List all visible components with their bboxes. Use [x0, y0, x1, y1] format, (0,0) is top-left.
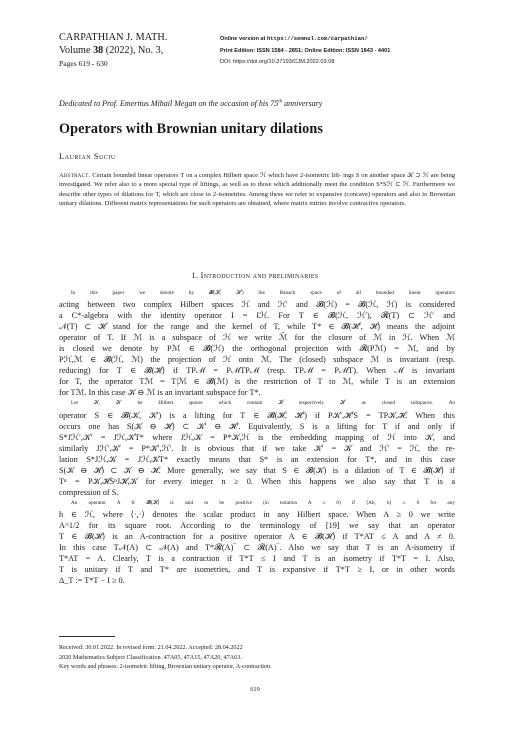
body-line: Let 𝒦, 𝒦′ be Hilbert spaces which contain ℋ respectively ℋ′ as closed subspaces. An: [71, 400, 455, 407]
doi-link[interactable]: DOI: https://doi.org/10.37193/CJM.2022.03.08: [220, 59, 335, 65]
body-line: occurs one has S(𝒦 ⊖ ℋ) ⊂ 𝒦′ ⊖ ℋ′. Equivalently, S is a lifting for T if and only if: [59, 421, 455, 431]
abstract-heading: Abstract.: [59, 172, 91, 179]
author-name: Laurian Suciu: [59, 151, 116, 161]
body-line: Tⁿ = P𝒦,ℋSⁿJℋ,𝒦 for every integer n ≥ 0. When this happens we also say that T is a: [59, 476, 455, 486]
publication-info: [220, 33, 460, 69]
page-range: Pages 619 - 630: [59, 59, 108, 68]
body-line: In this case T𝒩(A) ⊂ 𝒩(A) and T*𝓡(A)‾ ⊂ 𝓡(A)‾. Also we say that T is an A-isometry if: [59, 543, 455, 553]
footnote-rule: [59, 636, 115, 637]
body-line: a C*-algebra with the identity operator I = Iℋ. For T ∈ 𝓑(ℋ, ℋ′), 𝓡(T) ⊂ ℋ′ and: [59, 311, 455, 321]
footnote-received: Received: 30.01.2022. In revised form: 21.04.2022. Accepted: 28.04.2022: [59, 644, 243, 651]
body-line: lation S*Jℋ,𝒦 = Jℋ,𝒦T* exactly means that S* is an extension for T*, and in this case: [59, 454, 455, 464]
body-line: acting between two complex Hilbert spaces ℋ and ℋ′ and 𝓑(ℋ) = 𝓑(ℋ, ℋ) is considered: [59, 300, 455, 310]
body-line: compression of S.: [59, 487, 119, 497]
body-line: S*Jℋ′,𝒦′ = Jℋ,𝒦T* where Jℋ,𝒦 = P*𝒦,ℋ is the embedding mapping of ℋ into 𝒦, and: [59, 432, 455, 442]
online-url[interactable]: https://semnul.com/carpathian/: [266, 35, 368, 42]
body-line: operator S ∈ 𝓑(𝒦, 𝒦′) is a lifting for T ∈ 𝓑(ℋ, ℋ′) if P𝒦′,ℋ′S = TP𝒦,ℋ. When this: [59, 410, 455, 420]
body-line: A^1/2 for its square root. According to the terminology of [19] we say that an operator: [59, 520, 455, 530]
body-text: [59, 288, 455, 586]
section-heading: 1. Introduction and preliminaries: [191, 271, 319, 280]
body-line: for Tℳ. In this case 𝒦 ⊖ ℳ is an invariant subspace for T*.: [59, 388, 261, 398]
body-line: reducing) for T ∈ 𝓑(ℋ) if TPℳ = PℳTPℳ (resp. TPℳ = PℳT). When ℳ is invariant: [59, 366, 455, 376]
print-edition: Print Edition: ISSN 1584 - 2851; Online Edition: ISSN 1843 - 4401: [220, 47, 391, 54]
journal-header: [59, 31, 219, 69]
body-line: operator of T. If ℳ is a subspace of ℋ we write ℳ̄ for the closure of ℳ in ℋ. When ℳ: [59, 333, 455, 343]
body-line: similarly Jℋ′,𝒦′ = P*𝒦′,ℋ′. It is obvious that if we take 𝒦′ = 𝒦 and ℋ′ = ℋ, the re-: [59, 443, 455, 453]
body-line: In this paper we denote by 𝓑(ℋ, ℋ′) the Banach space of all bounded linear operators: [71, 290, 455, 296]
abstract: Abstract. Certain bounded linear operators T on a complex Hilbert space ℋ which have 2-isometric lift- ings S on another space 𝒦 ⊃ ℋ are being investigated. We refer also to a more special type of liftings, as well as to those which additionally meet the condition S*Sℋ ⊂ ℋ. Furthermore we describe other types of dilations for T, which are close to 2-isometries. Among these we refer to expansive (concave) operators and also to Brownian unitary dilations. Different matrix representations for such operators are obtained, where matrix entries involve contractive operators.: [59, 172, 456, 207]
body-line: T*AT = A. Clearly, T is a contraction if T*T ≤ I and T is an isometry if T*T = I. Also,: [59, 554, 455, 564]
footnote-msc: 2020 Mathematics Subject Classification. 47A05, 47A15, 47A20, 47A63.: [59, 653, 242, 661]
footnote-keywords: Key words and phrases. 2-isometric lifting, Brownian unitary operator, A-contraction.: [59, 663, 272, 671]
body-line: T ∈ 𝓑(ℋ) is an A-contraction for a positive operator A ∈ 𝓑(ℋ) if T*AT ≤ A and A ≠ 0.: [59, 532, 455, 542]
online-version: Online version at https://semnul.com/carpathian/: [220, 35, 368, 42]
footnotes: [59, 643, 455, 672]
paper-title: Operators with Brownian unitary dilations: [59, 121, 323, 137]
volume-info: Volume 38 (2022), No. 3,: [59, 45, 164, 56]
body-line: An operator A ∈ 𝓑(ℋ) is said to be positive (in notation A ≥ 0) if ⟨Ah, h⟩ ≥ 0 for any: [71, 499, 455, 506]
body-line: 𝒩(T) ⊂ ℋ stand for the range and the kernel of T, while T* ∈ 𝓑(ℋ′, ℋ) means the adjoint: [59, 322, 455, 332]
body-line: h ∈ ℋ, where ⟨·,·⟩ denotes the scalar product in any Hilbert space. When A ≥ 0 we write: [59, 509, 455, 519]
journal-name: CARPATHIAN J. MATH.: [59, 32, 168, 43]
body-line: for T, the operator Tℳ = T|ℳ ∈ 𝓑(ℳ) is the restriction of T to ℳ, while T is an extension: [59, 377, 455, 387]
body-line: S(𝒦 ⊖ ℋ) ⊂ 𝒦 ⊖ ℋ. More generally, we say that S ∈ 𝓑(𝒦) is a dilation of T ∈ 𝓑(ℋ) if: [59, 465, 455, 475]
dedication: Dedicated to Prof. Emeritus Mihail Megan on the occasion of his 75th anniversary: [59, 99, 323, 108]
body-line: T is unitary if T and T* are isometries, and T is expansive if T*T ≥ I, or in other words: [59, 565, 455, 575]
page-number: 619: [250, 686, 260, 693]
body-line: Pℋ,ℳ ∈ 𝓑(ℋ, ℳ) the projection of ℋ onto ℳ. The (closed) subspace ℳ is invariant (resp.: [59, 355, 455, 365]
body-line: Δ_T := T*T − I ≥ 0.: [59, 576, 125, 586]
body-line: is closed we denote by Pℳ ∈ 𝓑(ℋ) the orthogonal projection with 𝓡(Pℳ) = ℳ, and by: [59, 344, 455, 354]
